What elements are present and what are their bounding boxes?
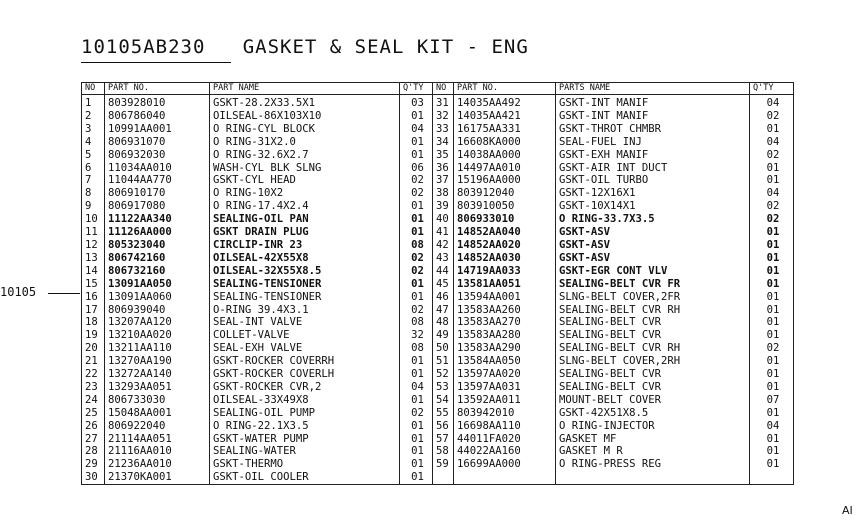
left-no-cell: 4 xyxy=(82,136,105,149)
table-row xyxy=(82,200,794,213)
right-part-no-cell: 44022AA160 xyxy=(454,445,556,458)
left-no-cell: 16 xyxy=(82,291,105,304)
left-part-no-cell: 13211AA110 xyxy=(105,342,210,355)
left-no-cell: 14 xyxy=(82,265,105,278)
table-row xyxy=(82,265,794,278)
table-row xyxy=(82,420,794,433)
header-no-2: NO xyxy=(433,83,454,95)
table-row xyxy=(82,458,794,471)
right-qty-cell: 01 xyxy=(750,445,794,458)
left-qty-cell: 01 xyxy=(400,433,433,446)
left-qty-cell: 08 xyxy=(400,342,433,355)
left-no-cell: 18 xyxy=(82,316,105,329)
right-part-name-cell: GSKT-EGR CONT VLV xyxy=(556,265,750,278)
left-part-name-cell: GSKT-ROCKER COVERRH xyxy=(210,355,400,368)
table-row xyxy=(82,381,794,394)
left-no-cell: 9 xyxy=(82,200,105,213)
left-qty-cell: 01 xyxy=(400,149,433,162)
left-part-name-cell: GSKT-OIL COOLER xyxy=(210,471,400,484)
right-no-cell: 34 xyxy=(433,136,454,149)
right-qty-cell: 01 xyxy=(750,368,794,381)
left-part-name-cell: GSKT-THERMO xyxy=(210,458,400,471)
left-qty-cell: 02 xyxy=(400,407,433,420)
right-no-cell: 48 xyxy=(433,316,454,329)
table-row xyxy=(82,187,794,200)
table-row xyxy=(82,252,794,265)
right-no-cell xyxy=(433,471,454,484)
left-qty-cell: 03 xyxy=(400,95,433,110)
left-no-cell: 12 xyxy=(82,239,105,252)
right-qty-cell: 01 xyxy=(750,458,794,471)
right-qty-cell: 02 xyxy=(750,213,794,226)
right-part-no-cell: 13583AA270 xyxy=(454,316,556,329)
left-part-no-cell: 11126AA000 xyxy=(105,226,210,239)
right-part-name-cell: SEALING-BELT CVR RH xyxy=(556,304,750,317)
right-part-name-cell: GSKT-INT MANIF xyxy=(556,95,750,110)
corner-mark: AI xyxy=(842,504,853,517)
right-part-name-cell: GASKET M R xyxy=(556,445,750,458)
right-no-cell: 37 xyxy=(433,174,454,187)
right-no-cell: 58 xyxy=(433,445,454,458)
right-qty-cell: 01 xyxy=(750,123,794,136)
right-part-no-cell: 803942010 xyxy=(454,407,556,420)
left-no-cell: 17 xyxy=(82,304,105,317)
left-part-name-cell: CIRCLIP-INR 23 xyxy=(210,239,400,252)
right-part-name-cell: SEALING-BELT CVR FR xyxy=(556,278,750,291)
right-qty-cell: 04 xyxy=(750,187,794,200)
right-qty-cell: 01 xyxy=(750,252,794,265)
right-qty-cell: 07 xyxy=(750,394,794,407)
right-part-no-cell: 13583AA260 xyxy=(454,304,556,317)
right-no-cell: 43 xyxy=(433,252,454,265)
right-part-name-cell: O RING-33.7X3.5 xyxy=(556,213,750,226)
left-no-cell: 22 xyxy=(82,368,105,381)
header-qty: Q'TY xyxy=(400,83,433,95)
left-no-cell: 5 xyxy=(82,149,105,162)
right-part-no-cell: 13583AA280 xyxy=(454,329,556,342)
left-qty-cell: 01 xyxy=(400,394,433,407)
left-qty-cell: 01 xyxy=(400,136,433,149)
left-part-no-cell: 11034AA010 xyxy=(105,162,210,175)
table-row xyxy=(82,342,794,355)
left-part-name-cell: SEAL-EXH VALVE xyxy=(210,342,400,355)
left-part-no-cell: 806917080 xyxy=(105,200,210,213)
left-part-name-cell: SEALING-TENSIONER xyxy=(210,278,400,291)
right-qty-cell xyxy=(750,471,794,484)
left-part-name-cell: O RING-10X2 xyxy=(210,187,400,200)
right-qty-cell: 02 xyxy=(750,110,794,123)
left-no-cell: 23 xyxy=(82,381,105,394)
left-part-no-cell: 10991AA001 xyxy=(105,123,210,136)
right-part-no-cell: 16608KA000 xyxy=(454,136,556,149)
left-part-name-cell: SEALING-OIL PUMP xyxy=(210,407,400,420)
left-part-name-cell: OILSEAL-86X103X10 xyxy=(210,110,400,123)
right-part-no-cell: 14719AA033 xyxy=(454,265,556,278)
right-part-name-cell: SEALING-BELT CVR xyxy=(556,316,750,329)
table-row xyxy=(82,278,794,291)
left-part-name-cell: OILSEAL-33X49X8 xyxy=(210,394,400,407)
right-no-cell: 40 xyxy=(433,213,454,226)
left-part-name-cell: GSKT-WATER PUMP xyxy=(210,433,400,446)
left-qty-cell: 01 xyxy=(400,445,433,458)
right-no-cell: 33 xyxy=(433,123,454,136)
right-part-name-cell: O RING-PRESS REG xyxy=(556,458,750,471)
right-qty-cell: 01 xyxy=(750,407,794,420)
table-row xyxy=(82,110,794,123)
left-no-cell: 7 xyxy=(82,174,105,187)
right-no-cell: 47 xyxy=(433,304,454,317)
right-part-name-cell: O RING-INJECTOR xyxy=(556,420,750,433)
left-no-cell: 15 xyxy=(82,278,105,291)
callout-leader-line xyxy=(48,293,80,294)
left-part-no-cell: 13091AA050 xyxy=(105,278,210,291)
left-qty-cell: 02 xyxy=(400,174,433,187)
right-no-cell: 31 xyxy=(433,95,454,110)
left-qty-cell: 01 xyxy=(400,226,433,239)
table-row xyxy=(82,407,794,420)
left-qty-cell: 01 xyxy=(400,471,433,484)
right-no-cell: 57 xyxy=(433,433,454,446)
left-part-name-cell: SEALING-TENSIONER xyxy=(210,291,400,304)
right-qty-cell: 02 xyxy=(750,200,794,213)
left-no-cell: 3 xyxy=(82,123,105,136)
left-part-no-cell: 806932030 xyxy=(105,149,210,162)
left-part-name-cell: GSKT DRAIN PLUG xyxy=(210,226,400,239)
left-part-no-cell: 806931070 xyxy=(105,136,210,149)
header-qty-2: Q'TY xyxy=(750,83,794,95)
left-qty-cell: 01 xyxy=(400,200,433,213)
right-part-no-cell: 13592AA011 xyxy=(454,394,556,407)
table-row xyxy=(82,394,794,407)
right-qty-cell: 01 xyxy=(750,291,794,304)
right-no-cell: 45 xyxy=(433,278,454,291)
table-row xyxy=(82,136,794,149)
right-part-no-cell: 15196AA000 xyxy=(454,174,556,187)
right-no-cell: 44 xyxy=(433,265,454,278)
left-no-cell: 1 xyxy=(82,95,105,110)
right-part-no-cell: 13594AA001 xyxy=(454,291,556,304)
right-no-cell: 53 xyxy=(433,381,454,394)
table-row xyxy=(82,445,794,458)
table-row xyxy=(82,123,794,136)
right-part-no-cell: 14035AA492 xyxy=(454,95,556,110)
left-part-no-cell: 806922040 xyxy=(105,420,210,433)
left-part-name-cell: SEALING-OIL PAN xyxy=(210,213,400,226)
left-part-no-cell: 13293AA051 xyxy=(105,381,210,394)
left-qty-cell: 02 xyxy=(400,252,433,265)
right-no-cell: 36 xyxy=(433,162,454,175)
left-no-cell: 25 xyxy=(82,407,105,420)
left-no-cell: 20 xyxy=(82,342,105,355)
right-part-name-cell: GSKT-THROT CHMBR xyxy=(556,123,750,136)
left-qty-cell: 01 xyxy=(400,278,433,291)
right-part-name-cell: GSKT-AIR INT DUCT xyxy=(556,162,750,175)
right-part-name-cell xyxy=(556,471,750,484)
left-part-name-cell: O RING-22.1X3.5 xyxy=(210,420,400,433)
table-row xyxy=(82,239,794,252)
right-qty-cell: 01 xyxy=(750,174,794,187)
left-qty-cell: 06 xyxy=(400,162,433,175)
table-row xyxy=(82,316,794,329)
right-qty-cell: 04 xyxy=(750,95,794,110)
right-qty-cell: 02 xyxy=(750,149,794,162)
right-part-name-cell: GSKT-EXH MANIF xyxy=(556,149,750,162)
right-qty-cell: 01 xyxy=(750,239,794,252)
table-row xyxy=(82,162,794,175)
header-part-no: PART NO. xyxy=(105,83,210,95)
right-no-cell: 32 xyxy=(433,110,454,123)
right-part-no-cell xyxy=(454,471,556,484)
left-part-name-cell: O RING-17.4X2.4 xyxy=(210,200,400,213)
table-row xyxy=(82,471,794,484)
left-no-cell: 6 xyxy=(82,162,105,175)
right-qty-cell: 01 xyxy=(750,355,794,368)
left-part-no-cell: 21116AA010 xyxy=(105,445,210,458)
parts-table xyxy=(81,82,794,485)
table-row xyxy=(82,226,794,239)
left-part-name-cell: O-RING 39.4X3.1 xyxy=(210,304,400,317)
right-part-no-cell: 14852AA040 xyxy=(454,226,556,239)
left-part-no-cell: 13210AA020 xyxy=(105,329,210,342)
left-part-no-cell: 806742160 xyxy=(105,252,210,265)
left-part-no-cell: 21114AA051 xyxy=(105,433,210,446)
left-part-no-cell: 11044AA770 xyxy=(105,174,210,187)
left-part-no-cell: 21370KA001 xyxy=(105,471,210,484)
right-no-cell: 46 xyxy=(433,291,454,304)
right-no-cell: 41 xyxy=(433,226,454,239)
right-part-name-cell: SEAL-FUEL INJ xyxy=(556,136,750,149)
left-part-no-cell: 806786040 xyxy=(105,110,210,123)
right-part-name-cell: SEALING-BELT CVR xyxy=(556,368,750,381)
left-part-no-cell: 806910170 xyxy=(105,187,210,200)
right-no-cell: 38 xyxy=(433,187,454,200)
right-no-cell: 35 xyxy=(433,149,454,162)
right-no-cell: 50 xyxy=(433,342,454,355)
right-no-cell: 49 xyxy=(433,329,454,342)
right-part-no-cell: 803912040 xyxy=(454,187,556,200)
table-row xyxy=(82,174,794,187)
right-part-name-cell: GSKT-10X14X1 xyxy=(556,200,750,213)
right-qty-cell: 01 xyxy=(750,162,794,175)
right-part-name-cell: SLNG-BELT COVER,2FR xyxy=(556,291,750,304)
header-parts-name-2: PARTS NAME xyxy=(556,83,750,95)
left-part-no-cell: 803928010 xyxy=(105,95,210,110)
right-qty-cell: 01 xyxy=(750,304,794,317)
left-part-no-cell: 805323040 xyxy=(105,239,210,252)
right-part-no-cell: 14035AA421 xyxy=(454,110,556,123)
header-part-name: PART NAME xyxy=(210,83,400,95)
left-part-no-cell: 13207AA120 xyxy=(105,316,210,329)
left-qty-cell: 02 xyxy=(400,187,433,200)
table-row xyxy=(82,291,794,304)
left-no-cell: 30 xyxy=(82,471,105,484)
left-no-cell: 10 xyxy=(82,213,105,226)
left-no-cell: 29 xyxy=(82,458,105,471)
table-row xyxy=(82,213,794,226)
right-no-cell: 42 xyxy=(433,239,454,252)
left-part-no-cell: 806733030 xyxy=(105,394,210,407)
right-part-no-cell: 16698AA110 xyxy=(454,420,556,433)
table-row xyxy=(82,368,794,381)
left-part-no-cell: 13272AA140 xyxy=(105,368,210,381)
right-qty-cell: 01 xyxy=(750,265,794,278)
left-no-cell: 21 xyxy=(82,355,105,368)
left-part-name-cell: GSKT-CYL HEAD xyxy=(210,174,400,187)
right-part-no-cell: 13584AA050 xyxy=(454,355,556,368)
table-row xyxy=(82,95,794,110)
left-no-cell: 19 xyxy=(82,329,105,342)
right-qty-cell: 02 xyxy=(750,342,794,355)
left-qty-cell: 08 xyxy=(400,316,433,329)
right-part-name-cell: GSKT-OIL TURBO xyxy=(556,174,750,187)
left-qty-cell: 32 xyxy=(400,329,433,342)
left-part-no-cell: 21236AA010 xyxy=(105,458,210,471)
left-part-name-cell: O RING-CYL BLOCK xyxy=(210,123,400,136)
left-no-cell: 8 xyxy=(82,187,105,200)
left-qty-cell: 01 xyxy=(400,420,433,433)
left-part-no-cell: 11122AA340 xyxy=(105,213,210,226)
callout-label: 10105 xyxy=(0,285,37,299)
right-part-name-cell: GSKT-42X51X8.5 xyxy=(556,407,750,420)
right-no-cell: 55 xyxy=(433,407,454,420)
title-underline xyxy=(81,62,231,63)
right-part-name-cell: SEALING-BELT CVR xyxy=(556,329,750,342)
left-no-cell: 2 xyxy=(82,110,105,123)
left-qty-cell: 02 xyxy=(400,304,433,317)
left-part-name-cell: GSKT-ROCKER CVR,2 xyxy=(210,381,400,394)
left-part-no-cell: 806732160 xyxy=(105,265,210,278)
left-part-name-cell: COLLET-VALVE xyxy=(210,329,400,342)
right-no-cell: 59 xyxy=(433,458,454,471)
right-part-name-cell: GSKT-ASV xyxy=(556,252,750,265)
header-no: NO xyxy=(82,83,105,95)
left-part-name-cell: OILSEAL-32X55X8.5 xyxy=(210,265,400,278)
right-qty-cell: 04 xyxy=(750,420,794,433)
right-part-name-cell: GSKT-INT MANIF xyxy=(556,110,750,123)
right-part-name-cell: GASKET MF xyxy=(556,433,750,446)
right-part-name-cell: SEALING-BELT CVR RH xyxy=(556,342,750,355)
page-title: 10105AB230 GASKET & SEAL KIT - ENG xyxy=(81,36,529,58)
right-part-no-cell: 13583AA290 xyxy=(454,342,556,355)
table-row xyxy=(82,355,794,368)
table-row xyxy=(82,329,794,342)
right-qty-cell: 01 xyxy=(750,316,794,329)
left-no-cell: 26 xyxy=(82,420,105,433)
right-no-cell: 54 xyxy=(433,394,454,407)
right-no-cell: 52 xyxy=(433,368,454,381)
left-part-name-cell: GSKT-28.2X33.5X1 xyxy=(210,95,400,110)
table-body xyxy=(82,95,794,485)
left-no-cell: 28 xyxy=(82,445,105,458)
left-qty-cell: 01 xyxy=(400,458,433,471)
right-part-no-cell: 16699AA000 xyxy=(454,458,556,471)
left-qty-cell: 02 xyxy=(400,265,433,278)
left-part-name-cell: SEAL-INT VALVE xyxy=(210,316,400,329)
right-qty-cell: 01 xyxy=(750,433,794,446)
right-part-no-cell: 14852AA020 xyxy=(454,239,556,252)
right-no-cell: 56 xyxy=(433,420,454,433)
left-part-name-cell: GSKT-ROCKER COVERLH xyxy=(210,368,400,381)
right-part-no-cell: 13581AA051 xyxy=(454,278,556,291)
left-part-name-cell: SEALING-WATER xyxy=(210,445,400,458)
table-row xyxy=(82,433,794,446)
right-part-no-cell: 806933010 xyxy=(454,213,556,226)
right-qty-cell: 01 xyxy=(750,226,794,239)
left-no-cell: 27 xyxy=(82,433,105,446)
left-qty-cell: 01 xyxy=(400,355,433,368)
right-no-cell: 39 xyxy=(433,200,454,213)
left-part-name-cell: WASH-CYL BLK SLNG xyxy=(210,162,400,175)
left-part-name-cell: O RING-32.6X2.7 xyxy=(210,149,400,162)
right-part-no-cell: 14497AA010 xyxy=(454,162,556,175)
right-qty-cell: 01 xyxy=(750,381,794,394)
right-part-name-cell: SEALING-BELT CVR xyxy=(556,381,750,394)
right-part-no-cell: 13597AA020 xyxy=(454,368,556,381)
left-part-no-cell: 15048AA001 xyxy=(105,407,210,420)
right-part-name-cell: GSKT-ASV xyxy=(556,226,750,239)
right-part-no-cell: 803910050 xyxy=(454,200,556,213)
left-no-cell: 11 xyxy=(82,226,105,239)
left-no-cell: 24 xyxy=(82,394,105,407)
right-part-no-cell: 44011FA020 xyxy=(454,433,556,446)
right-qty-cell: 01 xyxy=(750,278,794,291)
left-qty-cell: 01 xyxy=(400,110,433,123)
right-part-name-cell: GSKT-ASV xyxy=(556,239,750,252)
right-part-name-cell: MOUNT-BELT COVER xyxy=(556,394,750,407)
left-no-cell: 13 xyxy=(82,252,105,265)
right-qty-cell: 01 xyxy=(750,329,794,342)
right-part-name-cell: GSKT-12X16X1 xyxy=(556,187,750,200)
right-part-name-cell: SLNG-BELT COVER,2RH xyxy=(556,355,750,368)
right-part-no-cell: 16175AA331 xyxy=(454,123,556,136)
left-part-name-cell: OILSEAL-42X55X8 xyxy=(210,252,400,265)
table-header-row xyxy=(82,83,794,95)
left-qty-cell: 08 xyxy=(400,239,433,252)
left-part-name-cell: O RING-31X2.0 xyxy=(210,136,400,149)
left-qty-cell: 01 xyxy=(400,213,433,226)
right-qty-cell: 04 xyxy=(750,136,794,149)
table-row xyxy=(82,304,794,317)
left-qty-cell: 01 xyxy=(400,368,433,381)
left-part-no-cell: 806939040 xyxy=(105,304,210,317)
left-part-no-cell: 13091AA060 xyxy=(105,291,210,304)
right-no-cell: 51 xyxy=(433,355,454,368)
header-part-no-2: PART NO. xyxy=(454,83,556,95)
right-part-no-cell: 14038AA000 xyxy=(454,149,556,162)
left-qty-cell: 01 xyxy=(400,291,433,304)
right-part-no-cell: 14852AA030 xyxy=(454,252,556,265)
left-qty-cell: 04 xyxy=(400,381,433,394)
left-qty-cell: 04 xyxy=(400,123,433,136)
table-row xyxy=(82,149,794,162)
right-part-no-cell: 13597AA031 xyxy=(454,381,556,394)
left-part-no-cell: 13270AA190 xyxy=(105,355,210,368)
